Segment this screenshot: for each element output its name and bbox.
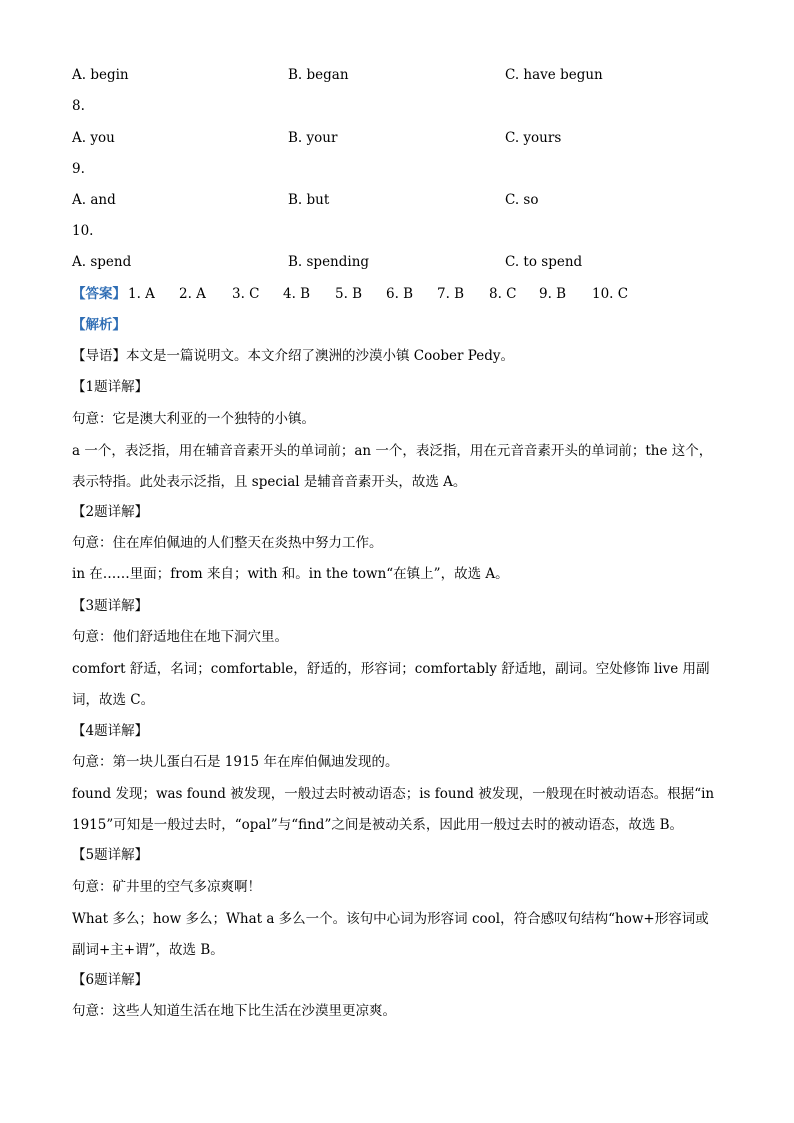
detail-meaning: 句意：矿井里的空气多凉爽啊！ bbox=[72, 879, 261, 895]
question-10-options bbox=[72, 256, 722, 272]
option-a: A. you bbox=[72, 130, 115, 146]
detail-explanation: found 发现；was found 被发现，一般过去时被动语态；is found 被发现，一般现在时被动语态。根据“in 1915”可知是一般过去时，“opal”与“find”之间是被动关系，因此用一般过去时的被动语态，故选 B。 bbox=[72, 786, 715, 833]
answer-item: 4. B bbox=[283, 286, 311, 302]
question-number: 10. bbox=[72, 223, 94, 239]
detail-meaning: 句意：住在库伯佩迪的人们整天在炎热中努力工作。 bbox=[72, 535, 383, 551]
answer-item: 7. B bbox=[437, 286, 465, 302]
option-a: A. begin bbox=[72, 67, 129, 83]
option-c: C. have begun bbox=[505, 67, 603, 83]
option-c: C. so bbox=[505, 192, 539, 208]
detail-header: 【4题详解】 bbox=[72, 723, 149, 739]
detail-explanation: What 多么；how 多么；What a 多么一个。该句中心词为形容词 cool，符合感叹句结构“how+形容词或副词+主+谓”，故选 B。 bbox=[72, 911, 709, 958]
detail-meaning: 句意：他们舒适地住在地下洞穴里。 bbox=[72, 629, 288, 645]
detail-meaning: 句意：它是澳大利亚的一个独特的小镇。 bbox=[72, 411, 315, 427]
detail-header: 【6题详解】 bbox=[72, 972, 149, 988]
option-c: C. yours bbox=[505, 130, 562, 146]
answer-item: 10. C bbox=[592, 286, 629, 302]
detail-header: 【2题详解】 bbox=[72, 504, 149, 520]
question-number: 8. bbox=[72, 98, 85, 114]
answer-item: 1. A bbox=[128, 286, 155, 302]
detail-explanation: in 在……里面；from 来自；with 和。in the town“在镇上”，故选 A。 bbox=[72, 566, 509, 582]
answer-label: 【答案】 bbox=[72, 286, 126, 302]
option-b: B. your bbox=[288, 130, 338, 146]
option-a: A. spend bbox=[72, 254, 132, 270]
option-b: B. spending bbox=[288, 254, 370, 270]
answer-item: 3. C bbox=[232, 286, 260, 302]
detail-meaning: 句意：这些人知道生活在地下比生活在沙漠里更凉爽。 bbox=[72, 1003, 396, 1019]
question-8-options bbox=[72, 132, 722, 148]
option-a: A. and bbox=[72, 192, 116, 208]
detail-header: 【5题详解】 bbox=[72, 847, 149, 863]
answer-item: 5. B bbox=[335, 286, 363, 302]
option-b: B. but bbox=[288, 192, 330, 208]
intro-text: 【导语】本文是一篇说明文。本文介绍了澳洲的沙漠小镇 Coober Pedy。 bbox=[72, 348, 514, 364]
detail-header: 【3题详解】 bbox=[72, 598, 149, 614]
analysis-label: 【解析】 bbox=[72, 317, 126, 333]
detail-explanation: comfort 舒适，名词；comfortable，舒适的，形容词；comfortably 舒适地，副词。空处修饰 live 用副词，故选 C。 bbox=[72, 661, 710, 708]
option-c: C. to spend bbox=[505, 254, 583, 270]
answer-item: 9. B bbox=[539, 286, 567, 302]
detail-meaning: 句意：第一块儿蛋白石是 1915 年在库伯佩迪发现的。 bbox=[72, 754, 399, 770]
question-number: 9. bbox=[72, 161, 85, 177]
answer-key-row bbox=[72, 286, 629, 304]
question-9-options bbox=[72, 194, 722, 210]
option-b: B. began bbox=[288, 67, 349, 83]
answer-item: 6. B bbox=[386, 286, 414, 302]
detail-header: 【1题详解】 bbox=[72, 379, 149, 395]
answer-item: 8. C bbox=[489, 286, 517, 302]
answer-item: 2. A bbox=[179, 286, 206, 302]
detail-explanation: a 一个，表泛指，用在辅音音素开头的单词前；an 一个，表泛指，用在元音音素开头的单词前；the 这个，表示特指。此处表示泛指，且 special 是辅音音素开头，故选 A。 bbox=[72, 443, 713, 490]
question-7-options bbox=[72, 69, 722, 85]
